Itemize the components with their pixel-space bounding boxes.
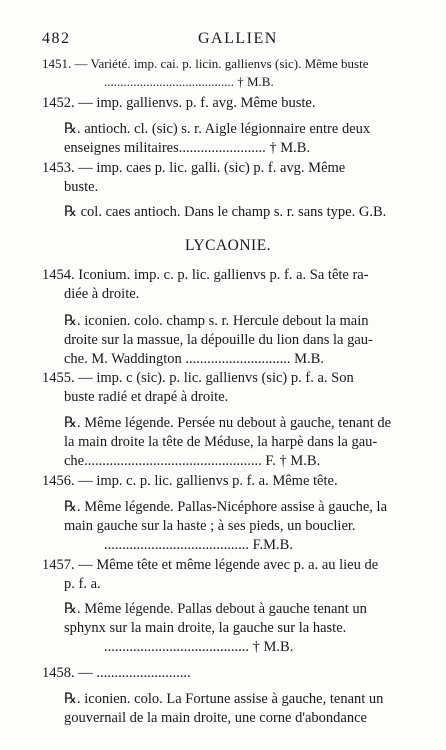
- text-line: ℞. antioch. cl. (sic) s. r. Aigle légionnaire entre deux: [64, 121, 371, 137]
- text-line: diée à droite.: [64, 286, 140, 302]
- page-number: 482: [42, 30, 71, 47]
- text-line: che................................................. F. † M.B.: [64, 453, 321, 469]
- running-title: GALLIEN: [198, 30, 278, 47]
- text-line: gouvernail de la main droite, une corne d'abondance: [64, 710, 367, 726]
- text-line: buste.: [64, 179, 99, 195]
- text-line: 1457. — Même tête et même légende avec p. a. au lieu de: [42, 557, 379, 573]
- text-line: 1458. — ..........................: [42, 665, 191, 681]
- text-line: ℞. Même légende. Pallas debout à gauche tenant un: [64, 601, 367, 617]
- text-line: ........................................ † M.B.: [104, 639, 294, 655]
- text-line: buste radié et drapé à droite.: [64, 389, 229, 405]
- text-line: 1451. — Variété. imp. cai. p. licin. gallienvs (sic). Même buste: [42, 56, 369, 71]
- text-line: droite sur la massue, la dépouille du lion dans la gau-: [64, 332, 373, 348]
- text-line: ℞. Même légende. Persée nu debout à gauche, tenant de: [64, 415, 392, 431]
- text-line: ℞. Même légende. Pallas-Nicéphore assise à gauche, la: [64, 499, 388, 515]
- text-line: ........................................ † M.B.: [104, 74, 274, 89]
- text-line: 1455. — imp. c (sic). p. lic. gallienvs (sic) p. f. a. Son: [42, 370, 354, 386]
- text-line: 1453. — imp. caes p. lic. galli. (sic) p. f. avg. Même: [42, 160, 346, 176]
- text-line: 1452. — imp. gallienvs. p. f. avg. Même buste.: [42, 95, 316, 111]
- section-heading: LYCAONIE.: [185, 237, 272, 254]
- text-line: ℞. iconien. colo. champ s. r. Hercule debout la main: [64, 313, 369, 329]
- text-line: la main droite la tête de Méduse, la harpè dans la gau-: [64, 434, 378, 450]
- text-line: enseignes militaires........................ † M.B.: [64, 140, 311, 156]
- text-line: 1456. — imp. c. p. lic. gallienvs p. f. a. Même tête.: [42, 473, 338, 489]
- text-line: che. M. Waddington ............................. M.B.: [64, 351, 324, 367]
- text-line: sphynx sur la main droite, la gauche sur la haste.: [64, 620, 347, 636]
- text-line: main gauche sur la haste ; à ses pieds, un bouclier.: [64, 518, 356, 534]
- text-line: ℞ col. caes antioch. Dans le champ s. r. sans type. G.B.: [64, 204, 387, 220]
- text-line: ........................................ F.M.B.: [104, 537, 293, 553]
- text-line: 1454. Iconium. imp. c. p. lic. gallienvs p. f. a. Sa tête ra-: [42, 267, 369, 283]
- text-line: ℞. iconien. colo. La Fortune assise à gauche, tenant un: [64, 691, 384, 707]
- text-line: p. f. a.: [64, 576, 101, 592]
